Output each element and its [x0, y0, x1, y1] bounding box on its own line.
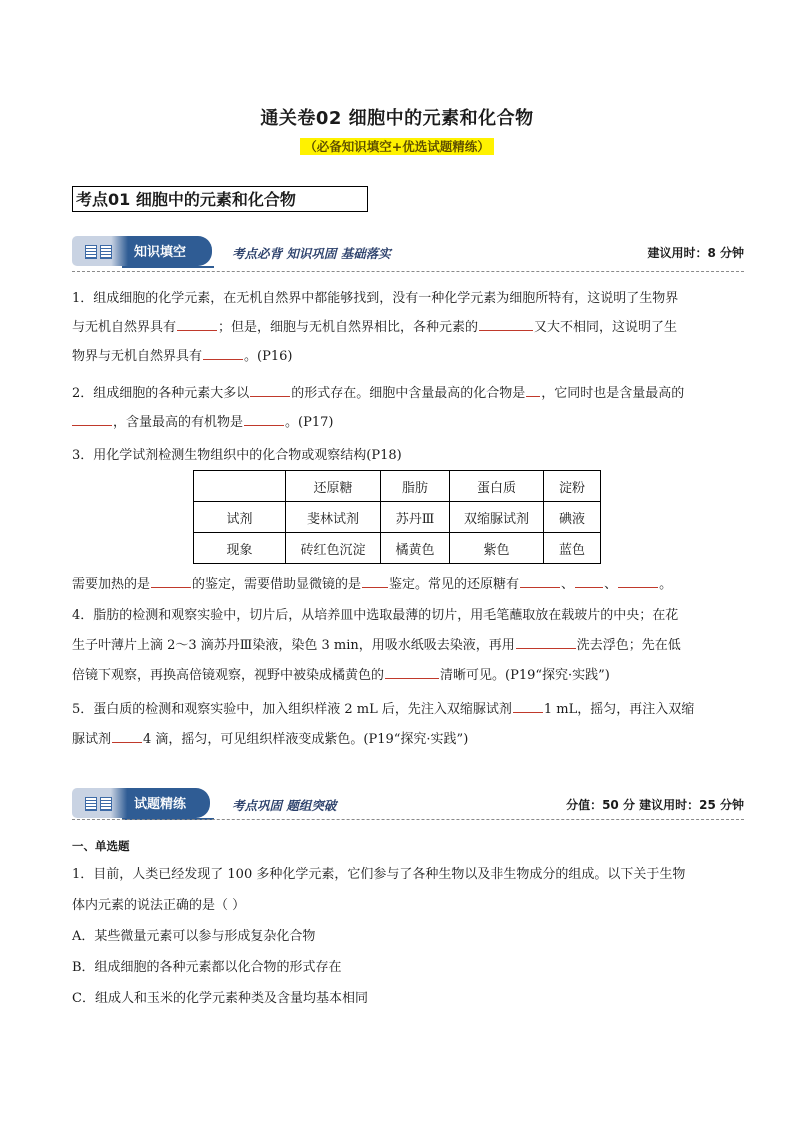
fill-q5-line1 — [72, 695, 744, 724]
book-icon — [85, 244, 115, 258]
blank[interactable] — [575, 575, 603, 588]
book-icon — [85, 796, 115, 810]
blank[interactable] — [526, 384, 540, 397]
blank[interactable] — [385, 666, 439, 679]
question-1-line2: 体内元素的说法正确的是（ ） — [72, 898, 246, 913]
blank[interactable] — [516, 636, 576, 649]
banner-label: 知识填空 — [134, 245, 187, 260]
text: 5．蛋白质的检测和观察实验中，加入组织样液 2 mL 后，先注入双缩脲试剂 — [72, 702, 512, 717]
table-cell: 还原糖 — [286, 471, 381, 502]
blank[interactable] — [112, 730, 142, 743]
fill-q2-line1 — [72, 379, 744, 408]
fill-q5-line2 — [72, 725, 744, 754]
banner-motto: 考点巩固 题组突破 — [232, 798, 337, 813]
text: 、 — [604, 577, 618, 592]
table-cell: 蛋白质 — [450, 471, 544, 502]
text: 的形式存在。细胞中含量最高的化合物是 — [291, 386, 526, 401]
suggested-time: 建议用时：8 分钟 — [647, 246, 744, 260]
section-divider — [72, 271, 744, 272]
blank[interactable] — [203, 347, 243, 360]
table-cell: 脂肪 — [381, 471, 450, 502]
blank[interactable] — [520, 575, 560, 588]
text: 的鉴定，需要借助显微镜的是 — [192, 577, 362, 592]
fill-q4-line1: 4．脂肪的检测和观察实验中，切片后，从培养皿中选取最薄的切片，用毛笔蘸取放在载玻片的中央；在花 — [72, 608, 679, 623]
section-divider — [72, 819, 744, 820]
question-1-line1: 1．目前，人类已经发现了 100 多种化学元素，它们参与了各种生物以及非生物成分的组成。以下关于生物 — [72, 867, 686, 882]
text: ，它同时也是含量最高的 — [541, 386, 685, 401]
banner-label: 试题精练 — [134, 797, 187, 812]
option-b[interactable]: B．组成细胞的各种元素都以化合物的形式存在 — [72, 960, 342, 975]
text: 鉴定。常见的还原糖有 — [389, 577, 520, 592]
option-c[interactable]: C．组成人和玉米的化学元素种类及含量均基本相同 — [72, 991, 368, 1006]
text: 2．组成细胞的各种元素大多以 — [72, 386, 250, 401]
blank[interactable] — [177, 318, 217, 331]
fill-q1-line1: 1．组成细胞的化学元素，在无机自然界中都能够找到，没有一种化学元素为细胞所特有，这说明了生物界 — [72, 291, 679, 306]
table-cell: 现象 — [194, 533, 286, 564]
blank[interactable] — [244, 413, 284, 426]
fill-q4-line2 — [72, 631, 744, 660]
fill-q2-line2 — [72, 408, 744, 437]
blank[interactable] — [151, 575, 191, 588]
text: 、 — [561, 577, 575, 592]
page-title: 通关卷02 细胞中的元素和化合物 — [260, 108, 534, 129]
subtitle-highlight: （必备知识填空+优选试题精练） — [300, 138, 493, 155]
reagent-table — [193, 470, 601, 564]
banner-underline — [122, 266, 214, 268]
blank[interactable] — [250, 384, 290, 397]
table-row — [194, 533, 601, 564]
text: 。 — [659, 577, 673, 592]
section-heading: 一、单选题 — [72, 839, 130, 853]
score-and-time: 分值：50 分 建议用时：25 分钟 — [566, 798, 744, 812]
topic-heading: 考点01 细胞中的元素和化合物 — [72, 186, 368, 212]
blank[interactable] — [72, 413, 112, 426]
fill-q1-line2 — [72, 313, 744, 342]
text: 倍镜下观察，再换高倍镜观察，视野中被染成橘黄色的 — [72, 668, 385, 683]
table-cell: 砖红色沉淀 — [286, 533, 381, 564]
table-cell: 双缩脲试剂 — [450, 502, 544, 533]
table-cell — [194, 471, 286, 502]
text: 1 mL，摇匀，再注入双缩 — [543, 702, 695, 717]
table-cell: 试剂 — [194, 502, 286, 533]
fill-q1-line3 — [72, 342, 744, 371]
text: 生子叶薄片上滴 2～3 滴苏丹Ⅲ染液，染色 3 min，用吸水纸吸去染液，再用 — [72, 638, 515, 653]
option-a[interactable]: A．某些微量元素可以参与形成复杂化合物 — [72, 929, 316, 944]
table-cell: 淀粉 — [544, 471, 601, 502]
banner-motto: 考点必背 知识巩固 基础落实 — [232, 246, 391, 261]
blank[interactable] — [513, 700, 543, 713]
table-cell: 苏丹Ⅲ — [381, 502, 450, 533]
text: 与无机自然界具有 — [72, 320, 177, 335]
blank[interactable] — [618, 575, 658, 588]
table-header-row — [194, 471, 601, 502]
text: 4 滴，摇匀，可见组织样液变成紫色。(P19“探究·实践”) — [143, 732, 469, 747]
text: ，含量最高的有机物是 — [113, 415, 244, 430]
text: 需要加热的是 — [72, 577, 151, 592]
fill-q3-line: 3．用化学试剂检测生物组织中的化合物或观察结构(P18) — [72, 448, 402, 463]
table-cell: 斐林试剂 — [286, 502, 381, 533]
table-cell: 橘黄色 — [381, 533, 450, 564]
table-cell: 碘液 — [544, 502, 601, 533]
text: 又大不相同，这说明了生 — [534, 320, 678, 335]
page-subtitle — [0, 137, 794, 155]
text: 。(P16) — [244, 349, 293, 364]
blank[interactable] — [362, 575, 388, 588]
table-row — [194, 502, 601, 533]
text: 。(P17) — [285, 415, 334, 430]
fill-q4-line3 — [72, 661, 744, 690]
text: 清晰可见。(P19“探究·实践”) — [440, 668, 610, 683]
fill-q3-after — [72, 570, 744, 599]
table-cell: 蓝色 — [544, 533, 601, 564]
text: 脲试剂 — [72, 732, 112, 747]
table-cell: 紫色 — [450, 533, 544, 564]
text: 物界与无机自然界具有 — [72, 349, 203, 364]
knowledge-banner — [72, 236, 744, 272]
text: 洗去浮色；先在低 — [576, 638, 681, 653]
text: ；但是，细胞与无机自然界相比，各种元素的 — [218, 320, 479, 335]
blank[interactable] — [479, 318, 533, 331]
